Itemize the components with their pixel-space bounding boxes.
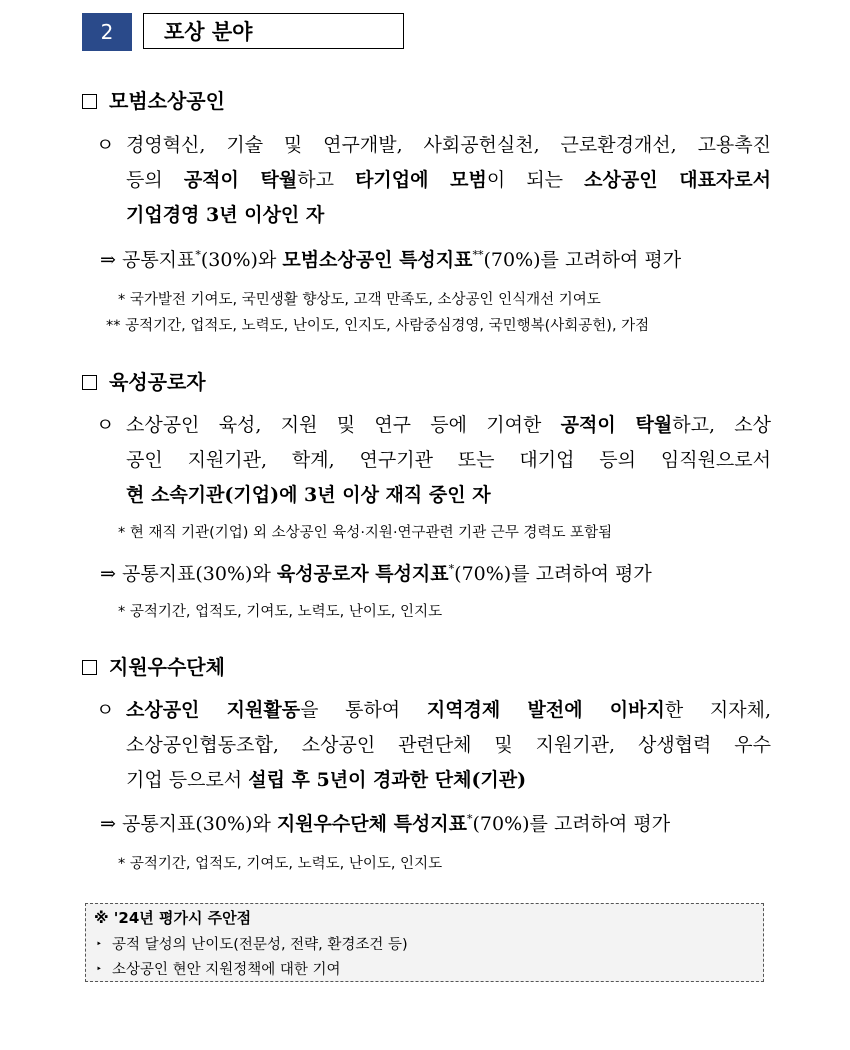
heading-training-contributor: 육성공로자 <box>82 366 206 395</box>
note-special-indicator: * 공적기간, 업적도, 기여도, 노력도, 난이도, 인지도 <box>118 604 443 620</box>
note-common-indicator: * 국가발전 기여도, 국민생활 향상도, 고객 만족도, 소상공인 인식개선 기여도 <box>118 292 601 308</box>
eval-training-contributor: ⇒ 공통지표(30%)와 육성공로자 특성지표*(70%)를 고려하여 평가 <box>100 562 652 585</box>
paragraph-line: ㅇ 소상공인 지원활동을 통하여 지역경제 발전에 이바지한 지자체, <box>96 693 771 728</box>
circle-bullet-icon: ㅇ <box>96 414 115 436</box>
evaluation-focus-title: ※ '24년 평가시 주안점 <box>94 909 252 927</box>
triangle-bullet-icon: ‣ <box>96 964 102 975</box>
paragraph-line: 소상공인협동조합, 소상공인 관련단체 및 지원기관, 상생협력 우수 <box>126 734 771 756</box>
arrow-icon: ⇒ <box>100 249 116 271</box>
circle-bullet-icon: ㅇ <box>96 134 115 156</box>
desc-support-organization <box>96 693 771 798</box>
arrow-icon: ⇒ <box>100 813 116 835</box>
paragraph-line: 현 소속기관(기업)에 3년 이상 재직 중인 자 <box>126 484 491 506</box>
note-special-indicator: ** 공적기간, 업적도, 노력도, 난이도, 인지도, 사람중심경영, 국민행복(사회공헌), 가점 <box>106 318 650 334</box>
section-number: 2 <box>82 13 132 51</box>
desc-model-merchant <box>96 128 771 233</box>
section-title: 포상 분야 <box>143 13 404 49</box>
paragraph-line: 기업 등으로서 설립 후 5년이 경과한 단체(기관) <box>126 769 527 791</box>
list-item: ‣ 소상공인 현안 지원정책에 대한 기여 <box>96 962 341 978</box>
heading-model-merchant: 모범소상공인 <box>82 85 225 114</box>
paragraph-line: 공인 지원기관, 학계, 연구기관 또는 대기업 등의 임직원으로서 <box>126 449 771 471</box>
desc-training-contributor <box>96 408 771 513</box>
paragraph-line: 등의 공적이 탁월하고 타기업에 모범이 되는 소상공인 대표자로서 <box>126 169 771 191</box>
eval-model-merchant: ⇒ 공통지표*(30%)와 모범소상공인 특성지표**(70%)를 고려하여 평가 <box>100 248 682 271</box>
evaluation-focus-box <box>85 903 764 982</box>
heading-support-organization: 지원우수단체 <box>82 651 225 680</box>
circle-bullet-icon: ㅇ <box>96 699 115 721</box>
note-career: * 현 재직 기관(기업) 외 소상공인 육성·지원·연구관련 기관 근무 경력도 포함됨 <box>118 525 613 541</box>
list-item: ‣ 공적 달성의 난이도(전문성, 전략, 환경조건 등) <box>96 937 408 953</box>
paragraph-line: ㅇ 소상공인 육성, 지원 및 연구 등에 기여한 공적이 탁월하고, 소상 <box>96 408 771 443</box>
paragraph-line: ㅇ 경영혁신, 기술 및 연구개발, 사회공헌실천, 근로환경개선, 고용촉진 <box>96 128 771 163</box>
paragraph-line: 기업경영 3년 이상인 자 <box>126 204 325 226</box>
checkbox-square-icon <box>82 375 97 390</box>
triangle-bullet-icon: ‣ <box>96 939 102 950</box>
checkbox-square-icon <box>82 660 97 675</box>
eval-support-organization: ⇒ 공통지표(30%)와 지원우수단체 특성지표*(70%)를 고려하여 평가 <box>100 812 671 835</box>
note-special-indicator: * 공적기간, 업적도, 기여도, 노력도, 난이도, 인지도 <box>118 856 443 872</box>
checkbox-square-icon <box>82 94 97 109</box>
arrow-icon: ⇒ <box>100 563 116 585</box>
